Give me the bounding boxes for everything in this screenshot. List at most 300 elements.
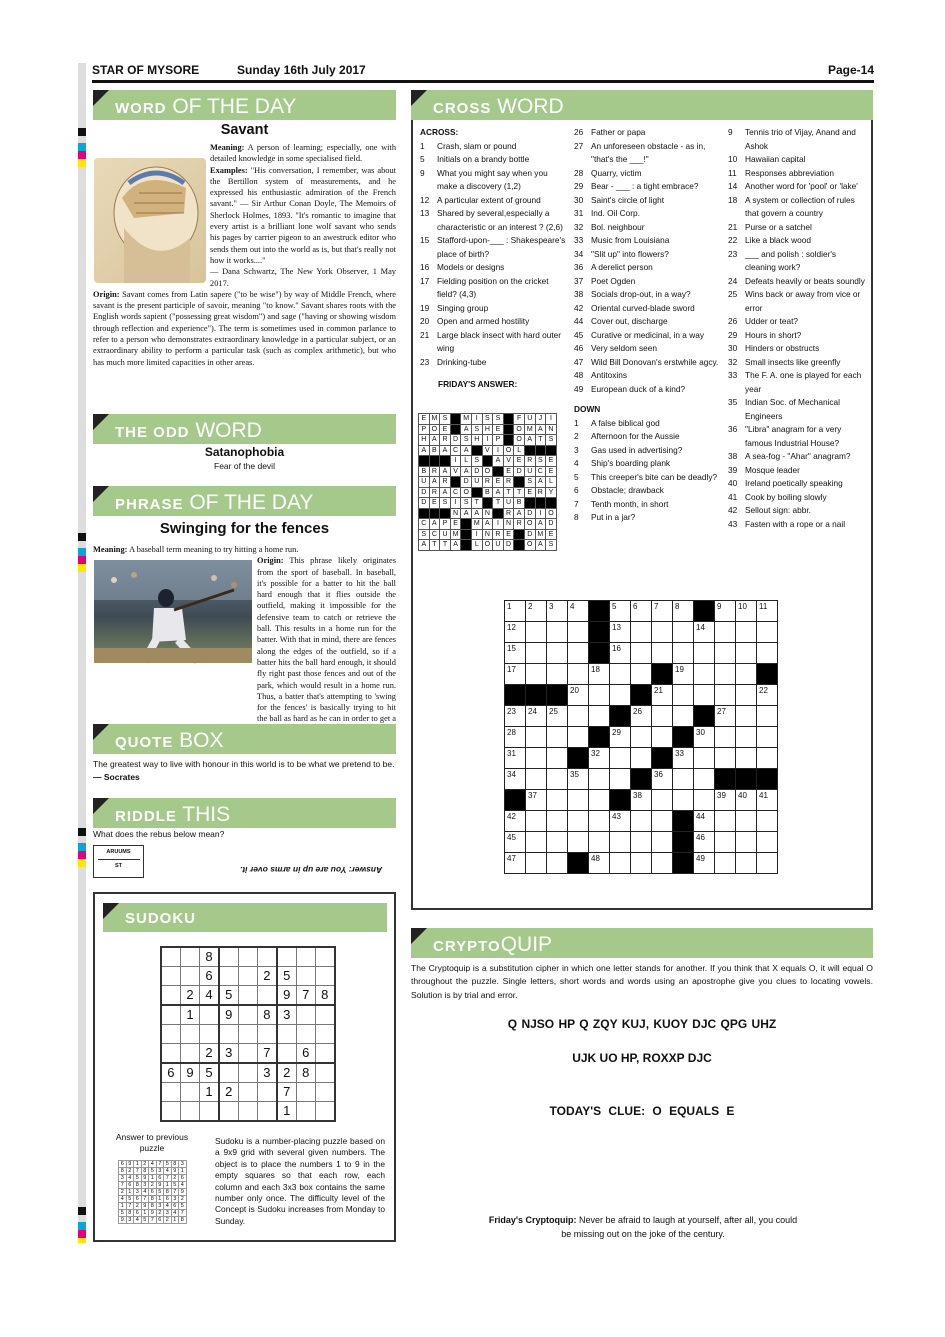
sudoku-cell[interactable]: 4 (200, 986, 219, 1005)
crossword-cell[interactable] (736, 811, 757, 832)
crossword-cell[interactable] (631, 643, 652, 664)
paper-name: STAR OF MYSORE (92, 63, 200, 77)
sudoku-cell[interactable] (161, 1082, 180, 1101)
crossword-cell[interactable] (652, 853, 673, 874)
crossword-cell[interactable] (757, 769, 778, 790)
sudoku-cell[interactable]: 8 (200, 947, 219, 966)
sudoku-cell[interactable]: 3 (219, 1043, 238, 1062)
sudoku-cell[interactable] (257, 1024, 276, 1043)
sudoku-cell[interactable] (277, 947, 296, 966)
sudoku-cell[interactable] (180, 1024, 199, 1043)
sudoku-cell[interactable]: 5 (219, 986, 238, 1005)
crossword-cell[interactable] (568, 643, 589, 664)
crossword-cell[interactable] (673, 832, 694, 853)
crossword-cell[interactable] (757, 622, 778, 643)
crossword-cell[interactable]: 40 (736, 790, 757, 811)
crossword-cell[interactable] (547, 748, 568, 769)
crossword-cell[interactable] (736, 643, 757, 664)
sudoku-cell[interactable] (238, 986, 257, 1005)
clue-number: 33 (728, 370, 738, 380)
sudoku-cell[interactable]: 7 (257, 1043, 276, 1062)
answer-cell: R (514, 519, 525, 530)
sudoku-cell[interactable]: 9 (180, 1063, 199, 1082)
crossword-cell[interactable] (694, 685, 715, 706)
crossword-cell[interactable] (736, 706, 757, 727)
crossword-cell[interactable] (610, 853, 631, 874)
answer-cell (503, 424, 514, 435)
answer-cell: O (461, 487, 472, 498)
crossword-cell[interactable]: 13 (610, 622, 631, 643)
crossword-cell[interactable] (568, 664, 589, 685)
sudoku-cell[interactable]: 8 (296, 1063, 315, 1082)
sudoku-cell[interactable]: 8 (315, 986, 334, 1005)
crossword-cell[interactable] (526, 853, 547, 874)
clue-number: 26 (574, 127, 584, 137)
sudoku-cell[interactable]: 3 (257, 1063, 276, 1082)
crossword-cell[interactable] (526, 685, 547, 706)
section-title-small: CRYPTO (433, 938, 501, 955)
crossword-cell[interactable]: 22 (757, 685, 778, 706)
crossword-cell[interactable] (652, 643, 673, 664)
sudoku-cell[interactable] (296, 947, 315, 966)
crossword-cell[interactable] (736, 769, 757, 790)
sudoku-cell[interactable] (161, 1043, 180, 1062)
crossword-cell[interactable] (673, 685, 694, 706)
crossword-cell[interactable] (673, 811, 694, 832)
crossword-cell[interactable] (526, 622, 547, 643)
sudoku-cell[interactable] (219, 1063, 238, 1082)
sudoku-cell[interactable]: 2 (257, 966, 276, 985)
crossword-cell[interactable] (757, 706, 778, 727)
sudoku-cell[interactable]: 2 (277, 1063, 296, 1082)
crossword-cell[interactable] (694, 643, 715, 664)
crossword-cell[interactable]: 9 (715, 601, 736, 622)
crossword-cell[interactable] (589, 622, 610, 643)
crossword-cell[interactable] (547, 832, 568, 853)
crossword-cell[interactable] (589, 811, 610, 832)
crossword-cell[interactable] (652, 622, 673, 643)
crossword-cell[interactable] (757, 727, 778, 748)
crossword-cell[interactable] (673, 790, 694, 811)
sudoku-cell[interactable]: 3 (277, 1005, 296, 1024)
crossword-cell[interactable]: 35 (568, 769, 589, 790)
sudoku-cell[interactable] (238, 1005, 257, 1024)
answer-cell (514, 477, 525, 488)
crossword-cell[interactable] (631, 832, 652, 853)
crossword-cell[interactable] (589, 601, 610, 622)
crossword-cell[interactable] (631, 664, 652, 685)
crossword-cell[interactable] (589, 832, 610, 853)
sudoku-cell[interactable] (315, 1005, 334, 1024)
crossword-cell[interactable] (757, 853, 778, 874)
crossword-cell[interactable]: 34 (505, 769, 526, 790)
sudoku-cell[interactable] (200, 1005, 219, 1024)
previous-answer-cell: 5 (126, 1196, 134, 1203)
sudoku-cell[interactable] (161, 986, 180, 1005)
crossword-cell[interactable] (652, 832, 673, 853)
phrase-body (93, 544, 396, 724)
sudoku-cell[interactable] (315, 1024, 334, 1043)
crossword-cell[interactable] (631, 622, 652, 643)
crossword-cell[interactable]: 33 (673, 748, 694, 769)
answer-cell (493, 508, 504, 519)
answer-cell (482, 456, 493, 467)
sudoku-cell[interactable] (296, 966, 315, 985)
crossword-cell[interactable] (547, 811, 568, 832)
sudoku-cell[interactable]: 2 (219, 1082, 238, 1101)
sudoku-cell[interactable] (161, 1024, 180, 1043)
sudoku-cell[interactable] (238, 966, 257, 985)
crossword-cell[interactable]: 24 (526, 706, 547, 727)
crossword-cell[interactable] (526, 643, 547, 664)
answer-cell: I (493, 445, 504, 456)
crossword-cell[interactable] (694, 706, 715, 727)
clue-text: Ireland poetically speaking (745, 478, 843, 488)
crossword-cell[interactable] (526, 664, 547, 685)
sudoku-cell[interactable]: 9 (277, 986, 296, 1005)
crossword-cell[interactable] (610, 832, 631, 853)
sudoku-cell[interactable] (315, 1043, 334, 1062)
clue-number: 30 (574, 194, 584, 205)
crossword-cell[interactable] (673, 706, 694, 727)
crossword-cell[interactable]: 6 (631, 601, 652, 622)
crossword-cell[interactable] (547, 769, 568, 790)
sudoku-cell[interactable] (238, 1101, 257, 1120)
sudoku-cell[interactable] (257, 986, 276, 1005)
crossword-cell[interactable] (526, 832, 547, 853)
sudoku-cell[interactable] (238, 1043, 257, 1062)
crossword-cell[interactable] (610, 769, 631, 790)
sudoku-cell[interactable] (180, 1082, 199, 1101)
sudoku-cell[interactable] (161, 947, 180, 966)
sudoku-cell[interactable] (238, 947, 257, 966)
crossword-cell[interactable] (526, 727, 547, 748)
answer-cell: R (493, 529, 504, 540)
sudoku-cell[interactable] (315, 1101, 334, 1120)
crossword-cell[interactable] (631, 685, 652, 706)
sudoku-cell[interactable]: 9 (219, 1005, 238, 1024)
sudoku-cell[interactable]: 6 (200, 966, 219, 985)
crossword-cell[interactable]: 18 (589, 664, 610, 685)
crossword-cell[interactable]: 16 (610, 643, 631, 664)
previous-answer-cell: 5 (149, 1168, 157, 1175)
crossword-cell[interactable]: 8 (673, 601, 694, 622)
crossword-cell[interactable] (631, 811, 652, 832)
answer-cell: O (514, 435, 525, 446)
crossword-cell[interactable] (757, 664, 778, 685)
crossword-cell[interactable] (736, 748, 757, 769)
crossword-cell[interactable] (568, 811, 589, 832)
sudoku-cell[interactable]: 8 (257, 1005, 276, 1024)
clue-item (574, 180, 724, 194)
sudoku-cell[interactable]: 6 (161, 1063, 180, 1082)
clue-item (574, 369, 724, 383)
clue-number: 29 (728, 329, 738, 340)
crossword-cell[interactable] (568, 748, 589, 769)
sudoku-cell[interactable] (296, 1082, 315, 1101)
crossword-cell[interactable] (631, 727, 652, 748)
crossword-cell[interactable]: 4 (568, 601, 589, 622)
crossword-cell[interactable] (547, 727, 568, 748)
crossword-cell[interactable]: 12 (505, 622, 526, 643)
crossword-cell[interactable] (715, 664, 736, 685)
crossword-cell[interactable] (757, 643, 778, 664)
sudoku-cell[interactable] (161, 966, 180, 985)
crossword-cell[interactable]: 26 (631, 706, 652, 727)
crossword-cell[interactable] (736, 832, 757, 853)
crossword-cell[interactable] (715, 643, 736, 664)
sudoku-cell[interactable] (219, 947, 238, 966)
sudoku-cell[interactable]: 1 (200, 1082, 219, 1101)
answer-cell: E (546, 529, 557, 540)
sudoku-cell[interactable]: 2 (200, 1043, 219, 1062)
sudoku-cell[interactable] (200, 1024, 219, 1043)
riddle-answer: Answer: You are up in arms over it. (240, 865, 383, 875)
crossword-cell[interactable] (526, 748, 547, 769)
crossword-grid[interactable] (504, 600, 778, 874)
sudoku-cell[interactable] (238, 1082, 257, 1101)
sudoku-cell[interactable] (257, 947, 276, 966)
crossword-cell[interactable] (568, 727, 589, 748)
crossword-cell[interactable] (715, 811, 736, 832)
crossword-cell[interactable] (589, 643, 610, 664)
crossword-cell[interactable] (631, 769, 652, 790)
crossword-cell[interactable] (589, 769, 610, 790)
origin-label: Origin: (93, 289, 120, 299)
clue-text: A particular extent of ground (437, 194, 541, 205)
sudoku-cell[interactable] (277, 1043, 296, 1062)
sudoku-cell[interactable] (180, 1101, 199, 1120)
crossword-cell[interactable]: 39 (715, 790, 736, 811)
sudoku-cell[interactable] (180, 966, 199, 985)
crossword-cell[interactable] (568, 853, 589, 874)
crossword-cell[interactable] (652, 706, 673, 727)
crossword-cell[interactable] (715, 622, 736, 643)
sudoku-cell[interactable] (200, 1101, 219, 1120)
crossword-cell[interactable] (673, 643, 694, 664)
crossword-cell[interactable]: 28 (505, 727, 526, 748)
answer-cell (535, 445, 546, 456)
section-title-large: QUIP (500, 933, 553, 956)
previous-answer-cell: 3 (156, 1203, 164, 1210)
crossword-cell[interactable] (736, 622, 757, 643)
crossword-cell[interactable]: 21 (652, 685, 673, 706)
reg-cyan (78, 548, 86, 556)
clue-number: 41 (728, 491, 738, 502)
crossword-cell[interactable]: 1 (505, 601, 526, 622)
crossword-cell[interactable]: 49 (694, 853, 715, 874)
clue-text: Cover out, discharge (591, 316, 668, 326)
sudoku-cell[interactable] (315, 947, 334, 966)
crossword-cell[interactable]: 30 (694, 727, 715, 748)
crossword-cell[interactable] (694, 664, 715, 685)
crossword-cell[interactable] (589, 790, 610, 811)
crossword-cell[interactable] (652, 748, 673, 769)
sudoku-cell[interactable] (277, 1024, 296, 1043)
sudoku-cell[interactable]: 1 (180, 1005, 199, 1024)
sudoku-cell[interactable]: 5 (277, 966, 296, 985)
sudoku-cell[interactable]: 1 (277, 1101, 296, 1120)
crossword-cell[interactable] (505, 790, 526, 811)
sudoku-grid[interactable] (160, 946, 336, 1122)
crossword-cell[interactable] (715, 853, 736, 874)
crossword-cell[interactable] (715, 748, 736, 769)
crossword-cell[interactable] (568, 790, 589, 811)
crossword-cell[interactable] (694, 790, 715, 811)
crossword-cell[interactable] (715, 727, 736, 748)
crossword-cell[interactable] (736, 664, 757, 685)
crossword-cell[interactable]: 46 (694, 832, 715, 853)
crossword-cell[interactable] (715, 832, 736, 853)
crossword-cell[interactable] (652, 811, 673, 832)
crossword-cell[interactable] (694, 769, 715, 790)
previous-answer-cell: 4 (141, 1189, 149, 1196)
crossword-cell[interactable] (610, 685, 631, 706)
crossword-cell[interactable]: 42 (505, 811, 526, 832)
crossword-cell[interactable] (610, 790, 631, 811)
crossword-cell[interactable]: 41 (757, 790, 778, 811)
crossword-cell[interactable] (673, 853, 694, 874)
crossword-cell[interactable]: 14 (694, 622, 715, 643)
crossword-cell[interactable] (694, 601, 715, 622)
crossword-cell[interactable] (757, 748, 778, 769)
crossword-cell[interactable] (736, 685, 757, 706)
sudoku-cell[interactable]: 7 (277, 1082, 296, 1101)
crossword-cell[interactable] (547, 664, 568, 685)
crossword-cell[interactable]: 27 (715, 706, 736, 727)
sudoku-cell[interactable] (161, 1101, 180, 1120)
sudoku-cell[interactable] (238, 1024, 257, 1043)
answer-cell: T (503, 487, 514, 498)
crossword-cell[interactable] (736, 727, 757, 748)
crossword-cell[interactable] (568, 622, 589, 643)
crossword-cell[interactable] (526, 811, 547, 832)
crossword-cell[interactable]: 38 (631, 790, 652, 811)
crossword-cell[interactable] (736, 853, 757, 874)
crossword-cell[interactable]: 10 (736, 601, 757, 622)
crossword-cell[interactable] (547, 643, 568, 664)
previous-answer-cell: 1 (149, 1175, 157, 1182)
crossword-cell[interactable]: 23 (505, 706, 526, 727)
previous-answer-cell: 1 (171, 1217, 179, 1224)
sudoku-cell[interactable] (315, 1082, 334, 1101)
sudoku-cell[interactable] (180, 947, 199, 966)
crossword-cell[interactable]: 48 (589, 853, 610, 874)
answer-cell: I (535, 508, 546, 519)
crossword-cell[interactable] (631, 748, 652, 769)
sudoku-cell[interactable]: 6 (296, 1043, 315, 1062)
sudoku-cell[interactable] (296, 1024, 315, 1043)
crossword-cell[interactable] (694, 748, 715, 769)
crossword-cell[interactable]: 37 (526, 790, 547, 811)
crossword-cell[interactable]: 17 (505, 664, 526, 685)
crossword-cell[interactable] (547, 622, 568, 643)
sudoku-cell[interactable] (315, 966, 334, 985)
crossword-cell[interactable]: 45 (505, 832, 526, 853)
crossword-cell[interactable] (757, 832, 778, 853)
crossword-cell[interactable] (526, 769, 547, 790)
crossword-cell[interactable]: 44 (694, 811, 715, 832)
sudoku-cell[interactable] (296, 1005, 315, 1024)
clue-item (728, 248, 868, 275)
crossword-cell[interactable] (652, 727, 673, 748)
crossword-cell[interactable] (757, 811, 778, 832)
sudoku-cell[interactable]: 5 (200, 1063, 219, 1082)
crossword-cell[interactable]: 20 (568, 685, 589, 706)
sudoku-cell[interactable] (180, 1043, 199, 1062)
crossword-cell[interactable]: 36 (652, 769, 673, 790)
clue-text: A system or collection of rules that govern a country (745, 194, 855, 218)
crossword-cell[interactable]: 7 (652, 601, 673, 622)
crossword-cell[interactable] (610, 664, 631, 685)
crossword-cell[interactable] (568, 706, 589, 727)
sudoku-cell[interactable] (257, 1101, 276, 1120)
crossword-cell[interactable] (547, 790, 568, 811)
crossword-cell[interactable]: 2 (526, 601, 547, 622)
page-number: Page-14 (827, 63, 874, 77)
crossword-cell[interactable]: 19 (673, 664, 694, 685)
crossword-cell[interactable] (610, 706, 631, 727)
sudoku-cell[interactable] (257, 1082, 276, 1101)
previous-answer-cell: 2 (119, 1189, 127, 1196)
crossword-cell[interactable] (715, 769, 736, 790)
crossword-cell[interactable]: 11 (757, 601, 778, 622)
crossword-cell[interactable]: 25 (547, 706, 568, 727)
crossword-cell[interactable] (631, 853, 652, 874)
sudoku-cell[interactable]: 7 (296, 986, 315, 1005)
crossword-cell[interactable]: 15 (505, 643, 526, 664)
section-title-large: BOX (173, 729, 224, 752)
crossword-cell[interactable] (652, 664, 673, 685)
sudoku-cell[interactable] (219, 1024, 238, 1043)
crossword-cell[interactable] (715, 685, 736, 706)
crossword-cell[interactable] (610, 748, 631, 769)
sudoku-cell[interactable]: 2 (180, 986, 199, 1005)
crossword-cell[interactable] (673, 622, 694, 643)
clue-number: 1 (420, 140, 425, 151)
crossword-cell[interactable] (589, 685, 610, 706)
crossword-cell[interactable]: 29 (610, 727, 631, 748)
answer-cell: A (482, 519, 493, 530)
previous-answer-cell: 2 (179, 1196, 187, 1203)
crossword-cell[interactable] (673, 727, 694, 748)
crossword-cell[interactable]: 43 (610, 811, 631, 832)
crossword-cell[interactable]: 47 (505, 853, 526, 874)
crossword-cell[interactable] (568, 832, 589, 853)
crossword-cell[interactable]: 32 (589, 748, 610, 769)
crossword-cell[interactable] (652, 790, 673, 811)
origin-text: This phrase likely originates from the sport of baseball. In baseball, it's possible for a batter to hit the ball hard enough that it flies outside the outfield, making it impossible for the defensive team to catch or retrieve the ball. This results in a home run for the batter. With that in mind, there are fences along the edges of the outfield, so if a batter hits the ball hard enough, it should fly right past those fences and out of the park, which would result in a home run. Thus, a batter that's attempting to 'swing for the fences' is basically trying to hit the ball as hard as he can in order to get a (257, 556, 396, 724)
sudoku-cell[interactable] (238, 1063, 257, 1082)
crossword-cell[interactable] (589, 706, 610, 727)
crossword-cell[interactable]: 3 (547, 601, 568, 622)
answer-cell: S (461, 498, 472, 509)
crossword-cell[interactable] (547, 853, 568, 874)
sudoku-cell[interactable] (315, 1063, 334, 1082)
previous-answer-cell: 7 (164, 1175, 172, 1182)
sudoku-cell[interactable] (219, 966, 238, 985)
crossword-cell[interactable] (673, 769, 694, 790)
sudoku-cell[interactable] (296, 1101, 315, 1120)
answer-cell: I (471, 414, 482, 425)
crossword-cell[interactable] (547, 685, 568, 706)
crossword-cell[interactable]: 5 (610, 601, 631, 622)
sudoku-cell[interactable] (219, 1101, 238, 1120)
crossword-cell[interactable] (505, 685, 526, 706)
crossword-cell[interactable]: 31 (505, 748, 526, 769)
sudoku-cell[interactable] (161, 1005, 180, 1024)
crossword-cell[interactable] (589, 727, 610, 748)
